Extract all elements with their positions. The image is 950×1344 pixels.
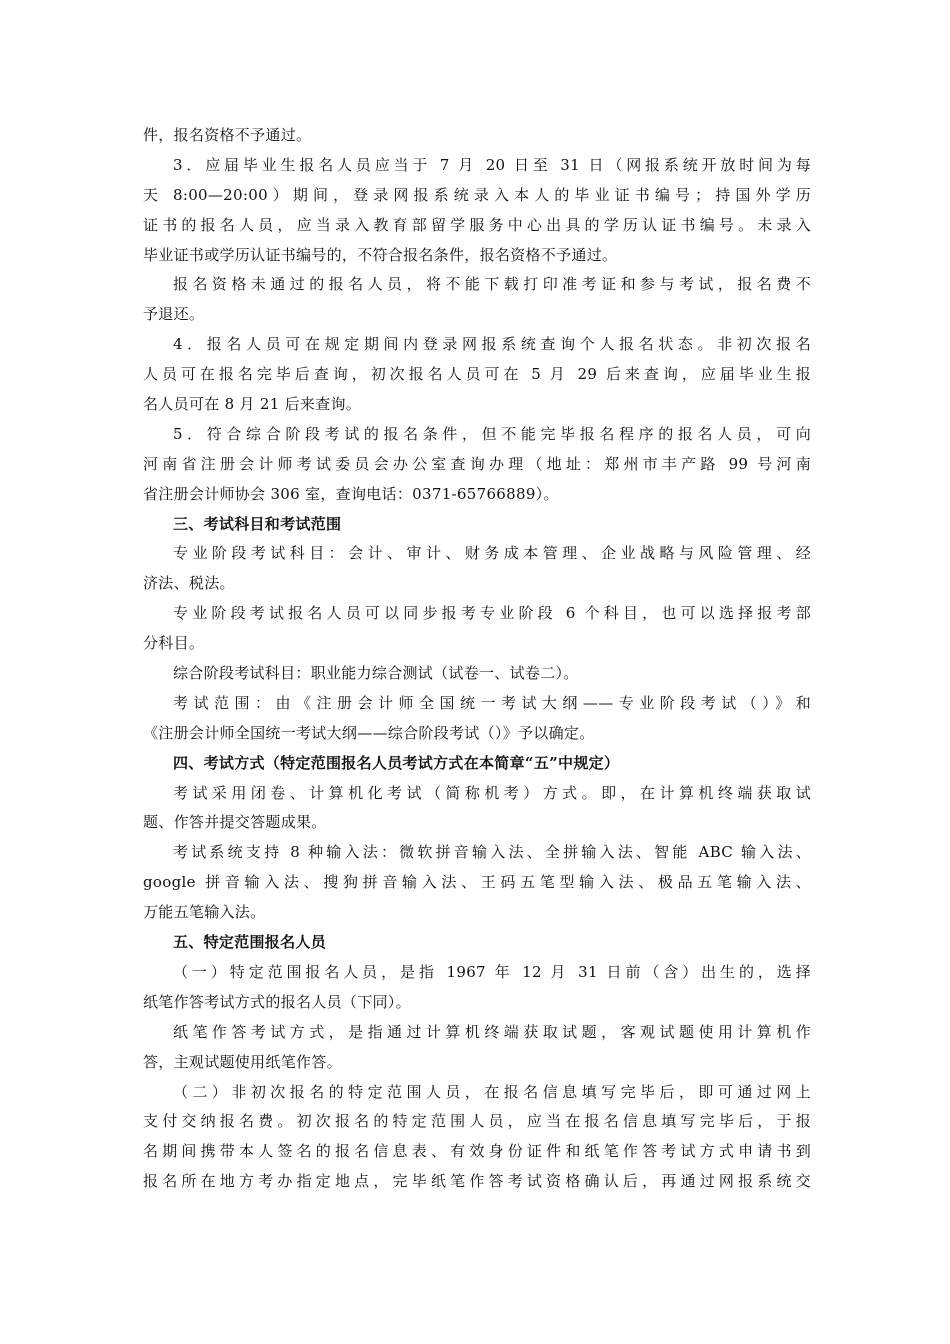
text-line: 名期间携带本人签名的报名信息表、有效身份证件和纸笔作答考试方式申请书到 xyxy=(143,1142,811,1161)
text-line: 4．报名人员可在规定期间内登录网报系统查询个人报名状态。非初次报名 xyxy=(173,335,811,354)
text-line: 济法、税法。 xyxy=(143,574,235,593)
text-line: 《注册会计师全国统一考试大纲——综合阶段考试（）》予以确定。 xyxy=(143,723,595,742)
text-line: 人员可在报名完毕后查询，初次报名人员可在 5 月 29 后来查询，应届毕业生报 xyxy=(143,365,811,384)
text-line: 件，报名资格不予通过。 xyxy=(143,126,312,144)
text-line: 名人员可在 8 月 21 后来查询。 xyxy=(143,395,362,414)
text-line: 3．应届毕业生报名人员应当于 7 月 20 日至 31 日（网报系统开放时间为每 xyxy=(173,155,811,174)
text-line: 考试系统支持 8 种输入法：微软拼音输入法、全拼输入法、智能 ABC 输入法、 xyxy=(173,843,811,862)
text-line: 分科目。 xyxy=(143,634,205,653)
text-line: 5．符合综合阶段考试的报名条件，但不能完毕报名程序的报名人员，可向 xyxy=(173,424,811,443)
text-line: 万能五笔输入法。 xyxy=(143,903,266,922)
text-line: google 拼音输入法、搜狗拼音输入法、王码五笔型输入法、极品五笔输入法、 xyxy=(143,873,811,892)
section-heading: 三、考试科目和考试范围 xyxy=(173,514,342,533)
text-line: 支付交纳报名费。初次报名的特定范围人员，应当在报名信息填写完毕后，于报 xyxy=(143,1112,811,1131)
text-line: 答，主观试题使用纸笔作答。 xyxy=(143,1052,342,1071)
text-line: 题、作答并提交答题成果。 xyxy=(143,813,327,832)
text-line: 专业阶段考试科目：会计、审计、财务成本管理、企业战略与风险管理、经 xyxy=(173,544,811,563)
text-line: 考试采用闭卷、计算机化考试（简称机考）方式。即，在计算机终端获取试 xyxy=(173,783,811,802)
section-heading: 四、考试方式（特定范围报名人员考试方式在本简章“五”中规定） xyxy=(173,753,620,772)
text-line: 综合阶段考试科目：职业能力综合测试（试卷一、试卷二）。 xyxy=(173,664,579,683)
text-line: 河南省注册会计师考试委员会办公室查询办理（地址：郑州市丰产路 99 号河南 xyxy=(143,454,811,473)
document-page xyxy=(143,121,811,1197)
section-heading: 五、特定范围报名人员 xyxy=(173,933,327,952)
text-line: 天 8:00—20:00）期间，登录网报系统录入本人的毕业证书编号；持国外学历 xyxy=(143,185,811,204)
text-line: 证书的报名人员，应当录入教育部留学服务中心出具的学历认证书编号。未录入 xyxy=(143,215,811,234)
text-line: 毕业证书或学历认证书编号的，不符合报名条件，报名资格不予通过。 xyxy=(143,245,618,264)
text-line: 专业阶段考试报名人员可以同步报考专业阶段 6 个科目，也可以选择报考部 xyxy=(173,604,811,623)
text-line: 纸笔作答考试方式的报名人员（下同）。 xyxy=(143,992,411,1011)
text-line: 予退还。 xyxy=(143,305,205,324)
text-line: （二）非初次报名的特定范围人员，在报名信息填写完毕后，即可通过网上 xyxy=(173,1082,811,1101)
text-line: 省注册会计师协会 306 室，查询电话：0371-65766889）。 xyxy=(143,484,559,503)
text-line: 纸笔作答考试方式，是指通过计算机终端获取试题，客观试题使用计算机作 xyxy=(173,1022,811,1041)
text-line: 报名资格未通过的报名人员，将不能下载打印准考证和参与考试，报名费不 xyxy=(173,275,811,294)
text-line: 考试范围：由《注册会计师全国统一考试大纲——专业阶段考试（）》和 xyxy=(173,693,811,712)
text-line: （一）特定范围报名人员，是指 1967 年 12 月 31 日前（含）出生的，选择 xyxy=(173,962,811,981)
text-line: 报名所在地方考办指定地点，完毕纸笔作答考试资格确认后，再通过网报系统交 xyxy=(143,1172,811,1191)
